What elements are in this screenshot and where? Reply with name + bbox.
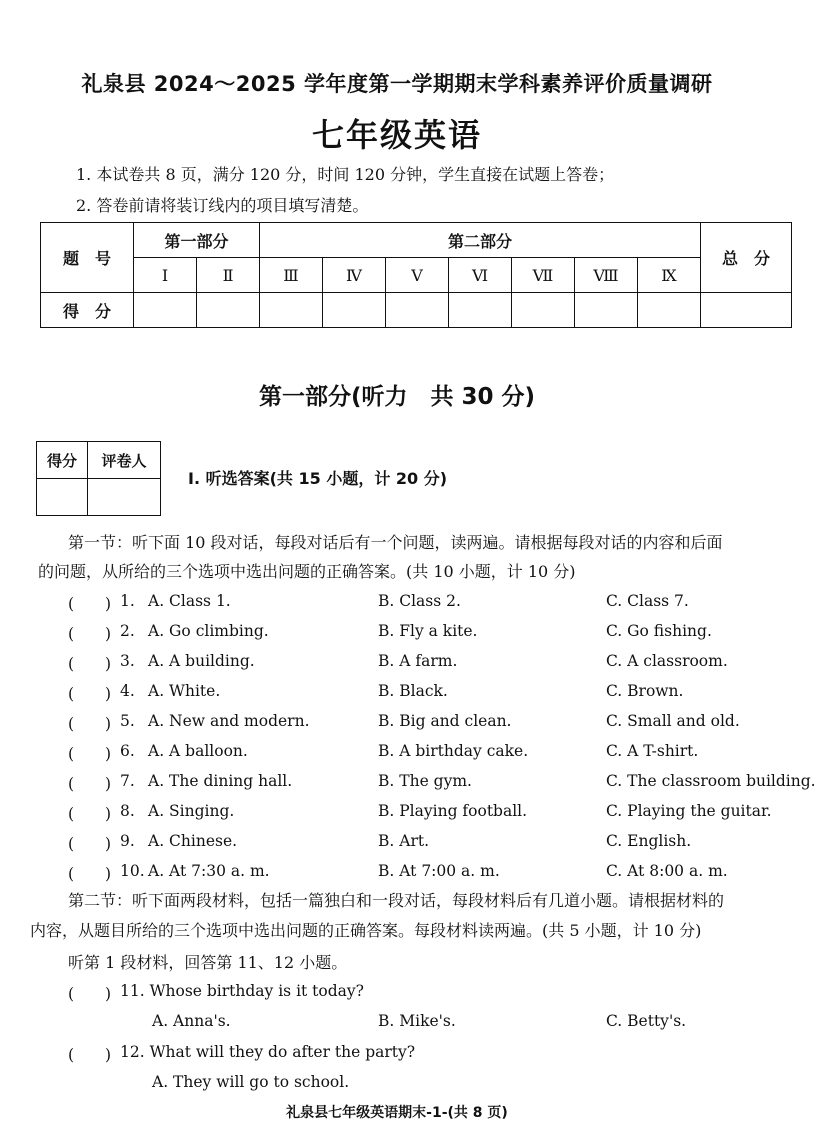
answer-bracket[interactable]: ( )	[68, 1046, 112, 1064]
score-cell[interactable]	[323, 293, 386, 328]
score-cell[interactable]	[260, 293, 323, 328]
options-row	[68, 1012, 798, 1042]
section1-title: Ⅰ. 听选答案(共 15 小题，计 20 分)	[188, 469, 448, 488]
option-a: A. Go climbing.	[148, 622, 269, 640]
answer-bracket[interactable]: ( )	[68, 835, 112, 853]
question-item	[68, 832, 798, 862]
answer-bracket[interactable]: ( )	[68, 985, 112, 1003]
question-item	[68, 712, 798, 742]
score-cell[interactable]	[638, 293, 701, 328]
answer-bracket[interactable]: ( )	[68, 625, 112, 643]
question-item	[68, 682, 798, 712]
option-b: B. Black.	[378, 682, 448, 700]
option-a: A. At 7:30 a. m.	[148, 862, 270, 880]
score-cell[interactable]	[512, 293, 575, 328]
question-item	[68, 982, 798, 1012]
question-number: 10.	[120, 862, 145, 880]
option-c: C. Betty's.	[606, 1012, 687, 1030]
score-cell[interactable]	[197, 293, 260, 328]
grader-score-cell[interactable]	[37, 479, 88, 516]
question-item	[68, 742, 798, 772]
options-row	[68, 1073, 798, 1103]
answer-bracket[interactable]: ( )	[68, 715, 112, 733]
option-a: A. The dining hall.	[148, 772, 293, 790]
exam-title: 礼泉县 2024～2025 学年度第一学期期末学科素养评价质量调研	[81, 72, 713, 96]
column-roman-6: Ⅵ	[449, 258, 512, 293]
grader-box	[36, 441, 161, 516]
header-part2: 第二部分	[260, 223, 701, 258]
sub1-instruction-line1: 第一节：听下面 10 段对话，每段对话后有一个问题，读两遍。请根据每段对话的内容和后面	[68, 533, 723, 552]
label-total: 总 分	[701, 223, 792, 293]
column-roman-8: Ⅷ	[575, 258, 638, 293]
column-roman-5: Ⅴ	[386, 258, 449, 293]
question-item	[68, 1043, 798, 1073]
score-cell[interactable]	[386, 293, 449, 328]
option-a: A. A building.	[148, 652, 255, 670]
question-item	[68, 622, 798, 652]
column-roman-2: Ⅱ	[197, 258, 260, 293]
option-a: A. Singing.	[148, 802, 235, 820]
sub2-instruction-line1: 第二节：听下面两段材料，包括一篇独白和一段对话，每段材料后有几道小题。请根据材料的	[68, 891, 725, 910]
option-c: C. Go fishing.	[606, 622, 712, 640]
option-c: C. The classroom building.	[606, 772, 816, 790]
option-b: B. The gym.	[378, 772, 472, 790]
question-item	[68, 772, 816, 802]
column-roman-3: Ⅲ	[260, 258, 323, 293]
answer-bracket[interactable]: ( )	[68, 805, 112, 823]
option-a: A. White.	[148, 682, 221, 700]
column-roman-1: Ⅰ	[134, 258, 197, 293]
column-roman-9: Ⅸ	[638, 258, 701, 293]
score-cell[interactable]	[449, 293, 512, 328]
question-number: 7.	[120, 772, 135, 790]
answer-bracket[interactable]: ( )	[68, 745, 112, 763]
answer-bracket[interactable]: ( )	[68, 865, 112, 883]
question-item	[68, 652, 798, 682]
column-roman-7: Ⅶ	[512, 258, 575, 293]
option-a: A. Anna's.	[152, 1012, 231, 1030]
option-c: C. Class 7.	[606, 592, 689, 610]
label-question-number: 题 号	[41, 223, 134, 293]
score-cell[interactable]	[134, 293, 197, 328]
question-number: 5.	[120, 712, 135, 730]
option-a: A. New and modern.	[148, 712, 310, 730]
instruction-note-2: 2. 答卷前请将装订线内的项目填写清楚。	[76, 196, 369, 215]
question-number: 2.	[120, 622, 135, 640]
question-stem: 12. What will they do after the party?	[120, 1043, 416, 1061]
question-number: 6.	[120, 742, 135, 760]
option-b: B. At 7:00 a. m.	[378, 862, 500, 880]
grader-score-label: 得分	[37, 442, 88, 479]
option-b: B. A birthday cake.	[378, 742, 529, 760]
question-number: 4.	[120, 682, 135, 700]
option-b: B. A farm.	[378, 652, 458, 670]
grader-name-label: 评卷人	[88, 442, 161, 479]
option-a: A. Chinese.	[148, 832, 238, 850]
subject-title: 七年级英语	[311, 116, 482, 154]
score-cell[interactable]	[575, 293, 638, 328]
option-a: A. A balloon.	[148, 742, 248, 760]
option-b: B. Mike's.	[378, 1012, 456, 1030]
answer-bracket[interactable]: ( )	[68, 685, 112, 703]
option-a: A. Class 1.	[148, 592, 231, 610]
question-item	[68, 802, 798, 832]
option-a: A. They will go to school.	[152, 1073, 350, 1091]
label-score: 得 分	[41, 293, 134, 328]
material1-instruction: 听第 1 段材料，回答第 11、12 小题。	[68, 953, 348, 972]
option-c: C. A T-shirt.	[606, 742, 699, 760]
option-b: B. Playing football.	[378, 802, 528, 820]
option-c: C. English.	[606, 832, 692, 850]
option-c: C. Playing the guitar.	[606, 802, 772, 820]
instruction-note-1: 1. 本试卷共 8 页，满分 120 分，时间 120 分钟，学生直接在试题上答卷；	[76, 165, 615, 184]
page-footer: 礼泉县七年级英语期末-1-(共 8 页)	[286, 1105, 508, 1121]
part1-title: 第一部分(听力 共 30 分)	[258, 384, 536, 410]
option-b: B. Art.	[378, 832, 430, 850]
option-c: C. Brown.	[606, 682, 684, 700]
total-score-cell[interactable]	[701, 293, 792, 328]
answer-bracket[interactable]: ( )	[68, 595, 112, 613]
option-c: C. A classroom.	[606, 652, 728, 670]
option-b: B. Fly a kite.	[378, 622, 478, 640]
option-c: C. At 8:00 a. m.	[606, 862, 728, 880]
grader-name-cell[interactable]	[88, 479, 161, 516]
question-number: 1.	[120, 592, 135, 610]
option-b: B. Big and clean.	[378, 712, 512, 730]
option-c: C. Small and old.	[606, 712, 740, 730]
question-number: 9.	[120, 832, 135, 850]
answer-bracket[interactable]: ( )	[68, 655, 112, 673]
question-item	[68, 592, 798, 622]
question-stem: 11. Whose birthday is it today?	[120, 982, 364, 1000]
sub1-instruction-line2: 的问题，从所给的三个选项中选出问题的正确答案。(共 10 小题，计 10 分)	[38, 562, 576, 581]
option-b: B. Class 2.	[378, 592, 461, 610]
question-number: 3.	[120, 652, 135, 670]
column-roman-4: Ⅳ	[323, 258, 386, 293]
header-part1: 第一部分	[134, 223, 260, 258]
question-number: 8.	[120, 802, 135, 820]
sub2-instruction-line2: 内容，从题目所给的三个选项中选出问题的正确答案。每段材料读两遍。(共 5 小题，计 10 分)	[30, 921, 702, 940]
score-table	[40, 222, 792, 328]
answer-bracket[interactable]: ( )	[68, 775, 112, 793]
